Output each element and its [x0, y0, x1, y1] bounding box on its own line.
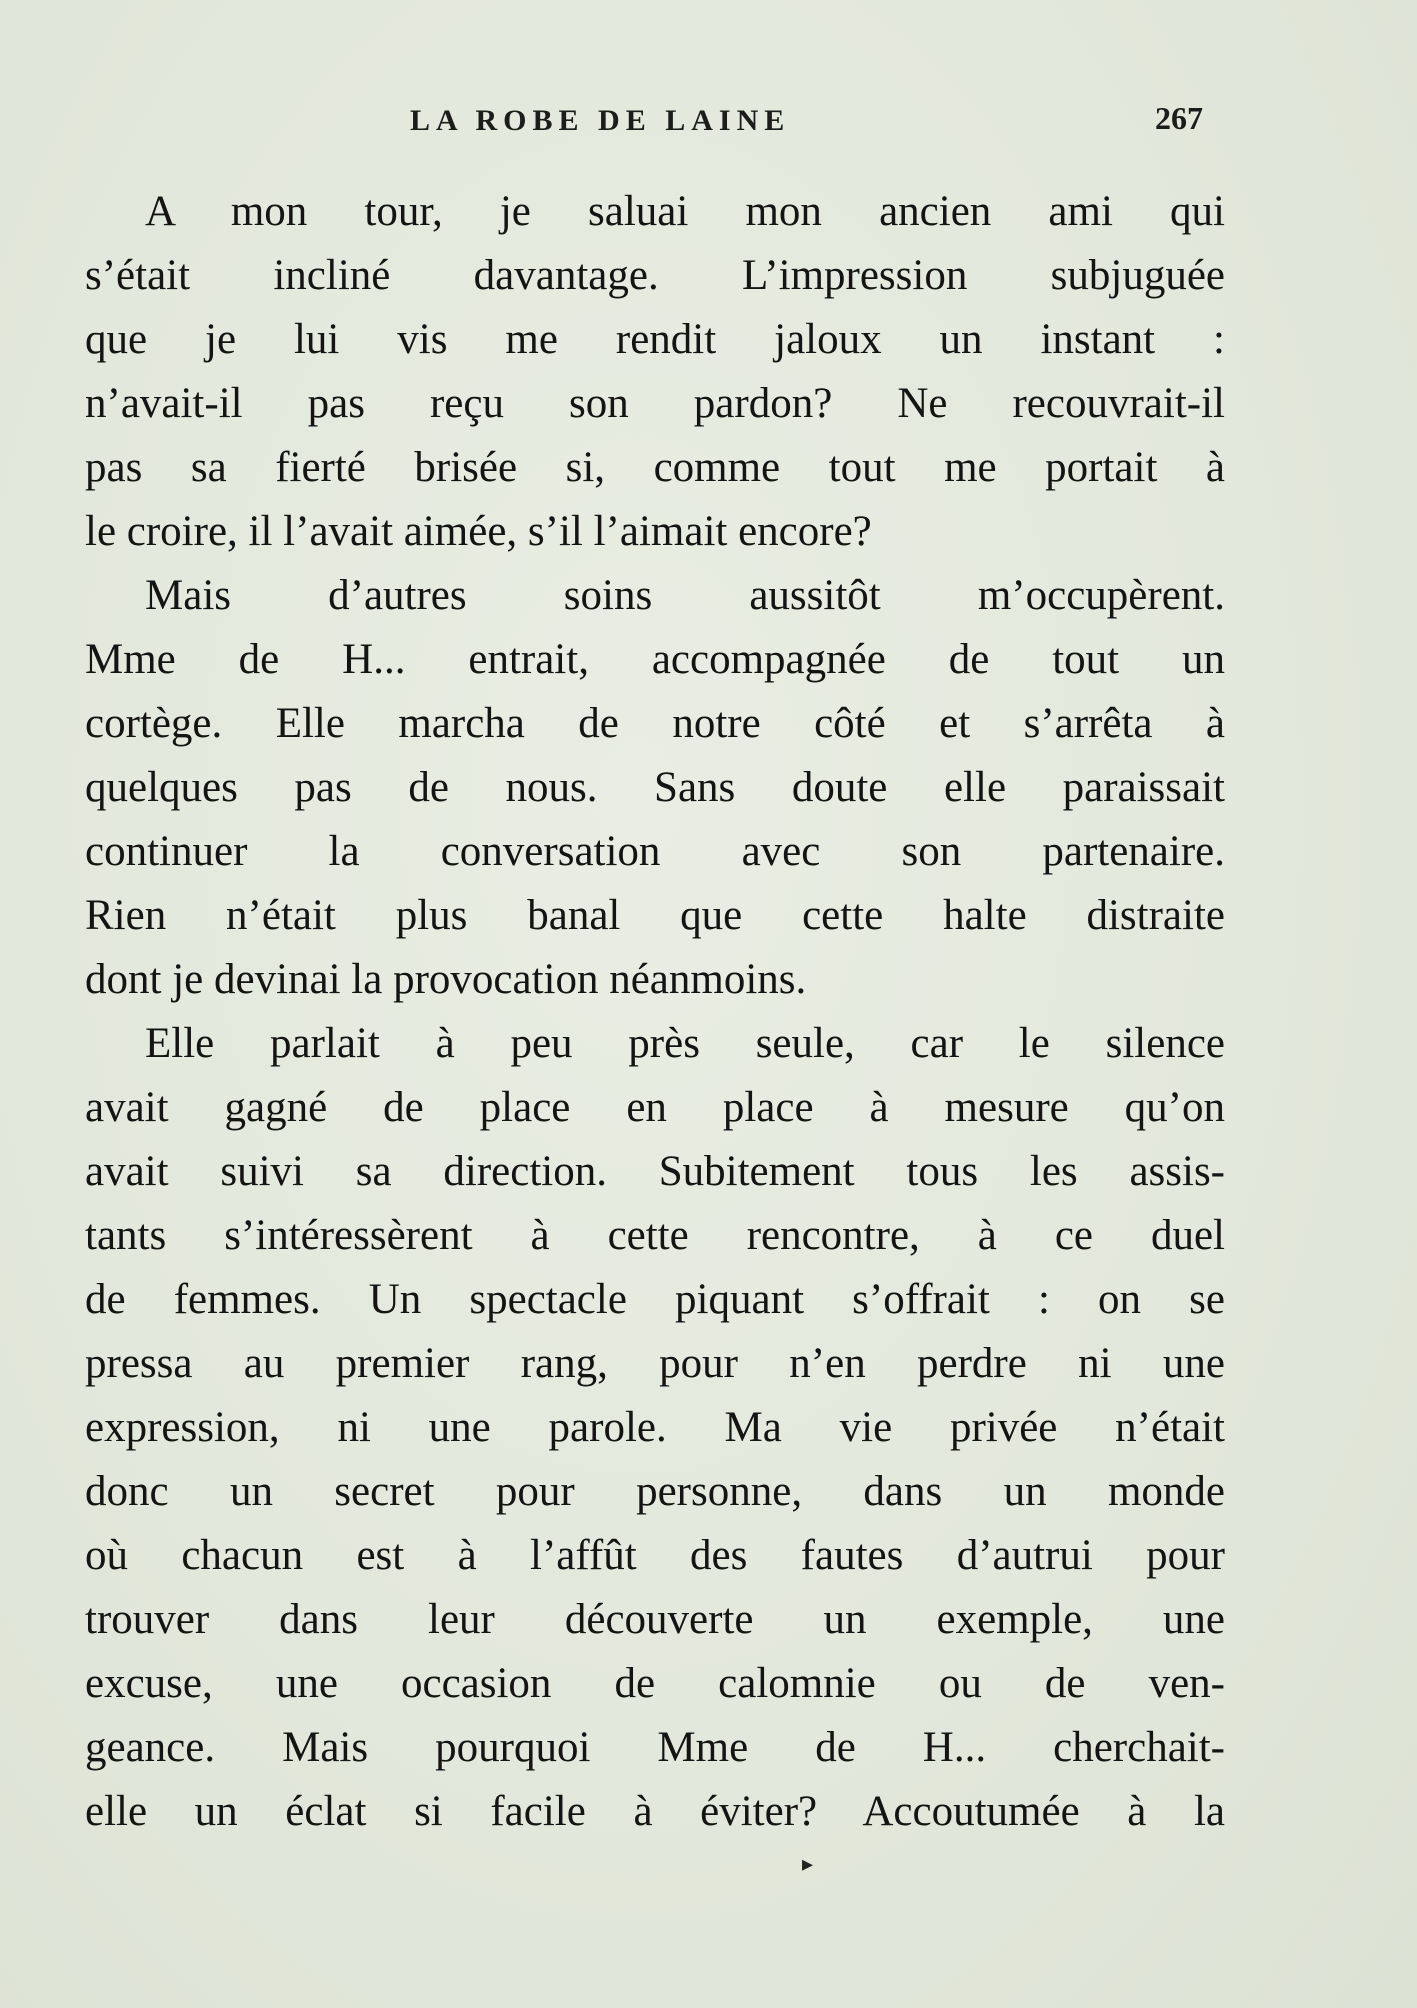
text-line: de femmes. Un spectacle piquant s’offrait : on se — [85, 1276, 1225, 1323]
text-line: où chacun est à l’affût des fautes d’autrui pour — [85, 1532, 1225, 1579]
text-line: Mais d’autres soins aussitôt m’occupèrent. — [145, 572, 1225, 619]
text-line: elle un éclat si facile à éviter? Accoutumée à la — [85, 1788, 1225, 1835]
text-line: pas sa fierté brisée si, comme tout me portait à — [85, 444, 1225, 491]
text-line: dont je devinai la provocation néanmoins. — [85, 956, 807, 1003]
text-line: le croire, il l’avait aimée, s’il l’aimait encore? — [85, 508, 872, 555]
text-line: donc un secret pour personne, dans un monde — [85, 1468, 1225, 1515]
body-text — [85, 180, 1225, 1844]
text-line: geance. Mais pourquoi Mme de H... cherchait- — [85, 1724, 1225, 1771]
text-line: n’avait-il pas reçu son pardon? Ne recouvrait-il — [85, 380, 1225, 427]
text-line: expression, ni une parole. Ma vie privée n’était — [85, 1404, 1225, 1451]
text-line: avait gagné de place en place à mesure qu’on — [85, 1084, 1225, 1131]
text-line: quelques pas de nous. Sans doute elle paraissait — [85, 764, 1225, 811]
text-line: A mon tour, je saluai mon ancien ami qui — [145, 188, 1225, 235]
text-line: cortège. Elle marcha de notre côté et s’arrêta à — [85, 700, 1225, 747]
text-line: Elle parlait à peu près seule, car le silence — [145, 1020, 1225, 1067]
text-line: que je lui vis me rendit jaloux un instant : — [85, 316, 1225, 363]
text-line: trouver dans leur découverte un exemple, une — [85, 1596, 1225, 1643]
text-line: tants s’intéressèrent à cette rencontre, à ce duel — [85, 1212, 1225, 1259]
text-line: avait suivi sa direction. Subitement tous les assis- — [85, 1148, 1225, 1195]
page-number: 267 — [1155, 100, 1203, 136]
text-line: Mme de H... entrait, accompagnée de tout un — [85, 636, 1225, 683]
printer-mark: ▸ — [802, 1851, 814, 1876]
running-title: LA ROBE DE LAINE — [410, 104, 791, 137]
text-line: Rien n’était plus banal que cette halte distraite — [85, 892, 1225, 939]
text-line: s’était incliné davantage. L’impression subjuguée — [85, 252, 1225, 299]
text-line: excuse, une occasion de calomnie ou de ven- — [85, 1660, 1225, 1707]
text-line: pressa au premier rang, pour n’en perdre ni une — [85, 1340, 1225, 1387]
running-head — [0, 100, 1417, 150]
text-line: continuer la conversation avec son partenaire. — [85, 828, 1225, 875]
